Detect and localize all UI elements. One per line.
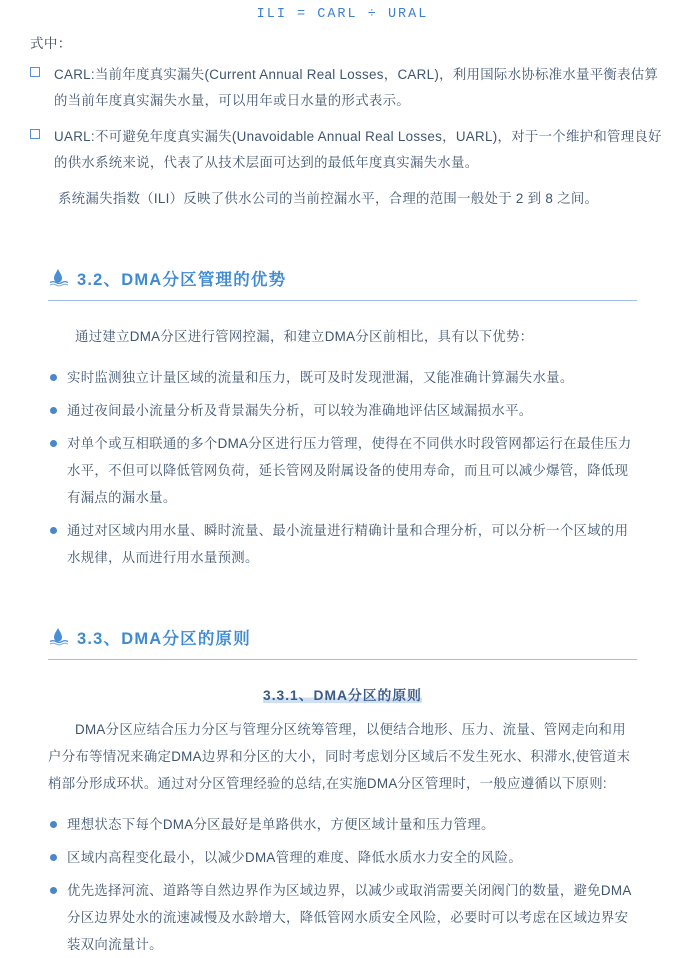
bullet-text: 优先选择河流、道路等自然边界作为区域边界，以减少或取消需要关闭阀门的数量，避免DMA分区边界处水的流速减慢及水龄增大，降低管网水质安全风险，必要时可以考虑在区域边界安装双向流量计。 [67,883,632,952]
where-label: 式中： [30,36,72,51]
subsection-heading [22,684,663,704]
list-item [44,397,641,424]
section-heading-3-2 [48,266,663,293]
bullet-text: 通过夜间最小流量分析及背景漏失分析，可以较为准确地评估区域漏损水平。 [67,403,533,418]
list-item [22,124,663,176]
bullet-text: 实时监测独立计量区域的流量和压力，既可及时发现泄漏，又能准确计算漏失水量。 [67,370,574,385]
list-item [44,517,641,571]
definition-note: 系统漏失指数（ILI）反映了供水公司的当前控漏水平，合理的范围一般处于 2 到 8 之间。 [58,191,599,206]
section-title: 3.3、DMA分区的原则 [77,630,251,648]
round-bullet-icon [50,854,57,861]
square-bullet-icon [30,129,40,139]
list-item [44,844,641,871]
round-bullet-icon [50,407,57,414]
bullet-text: 理想状态下每个DMA分区最好是单路供水，方便区域计量和压力管理。 [67,817,495,832]
bullet-text: 对单个或互相联通的多个DMA分区进行压力管理，使得在不同供水时段管网都运行在最佳压力水平，不但可以降低管网负荷，延长管网及附属设备的使用寿命，而且可以减少爆管，降低现有漏点的漏水量。 [67,436,632,505]
round-bullet-icon [50,527,57,534]
list-item [44,811,641,838]
bullet-text: 通过对区域内用水量、瞬时流量、最小流量进行精确计量和合理分析，可以分析一个区域的用水规律，从而进行用水量预测。 [67,523,629,565]
subsection-title: 3.3.1、DMA分区的原则 [263,688,422,703]
section-title: 3.2、DMA分区管理的优势 [77,271,287,289]
section-heading-3-3 [48,625,663,652]
water-drop-icon [48,627,68,647]
round-bullet-icon [50,374,57,381]
list-item [44,877,641,958]
bullet-text: 区域内高程变化最小，以减少DMA管理的难度、降低水质水力安全的风险。 [67,850,523,865]
list-item [44,364,641,391]
definition-text: UARL:不可避免年度真实漏失(Unavoidable Annual Real Losses，UARL)，对于一个维护和管理良好的供水系统来说，代表了从技术层面可达到的最低年度真实漏失水量。 [54,129,662,170]
definition-text: CARL:当前年度真实漏失(Current Annual Real Losses，CARL)，利用国际水协标准水量平衡表估算的当前年度真实漏失水量，可以用年或日水量的形式表示。 [54,67,659,108]
round-bullet-icon [50,821,57,828]
round-bullet-icon [50,440,57,447]
list-item [44,430,641,511]
round-bullet-icon [50,887,57,894]
formula-line: ILI = CARL ÷ URAL [256,7,429,22]
section-intro: 通过建立DMA分区进行管网控漏，和建立DMA分区前相比，具有以下优势： [75,329,534,344]
section-intro: DMA分区应结合压力分区与管理分区统筹管理，以便结合地形、压力、流量、管网走向和用户分布等情况来确定DMA边界和分区的大小，同时考虑划分区域后不发生死水、积滞水,使管道末梢部分形成环状。通过对分区管理经验的总结,在实施DMA分区管理时，一般应遵循以下原则: [48,722,631,791]
section-divider [48,659,637,660]
list-item [22,62,663,114]
water-drop-icon [48,268,68,288]
square-bullet-icon [30,67,40,77]
